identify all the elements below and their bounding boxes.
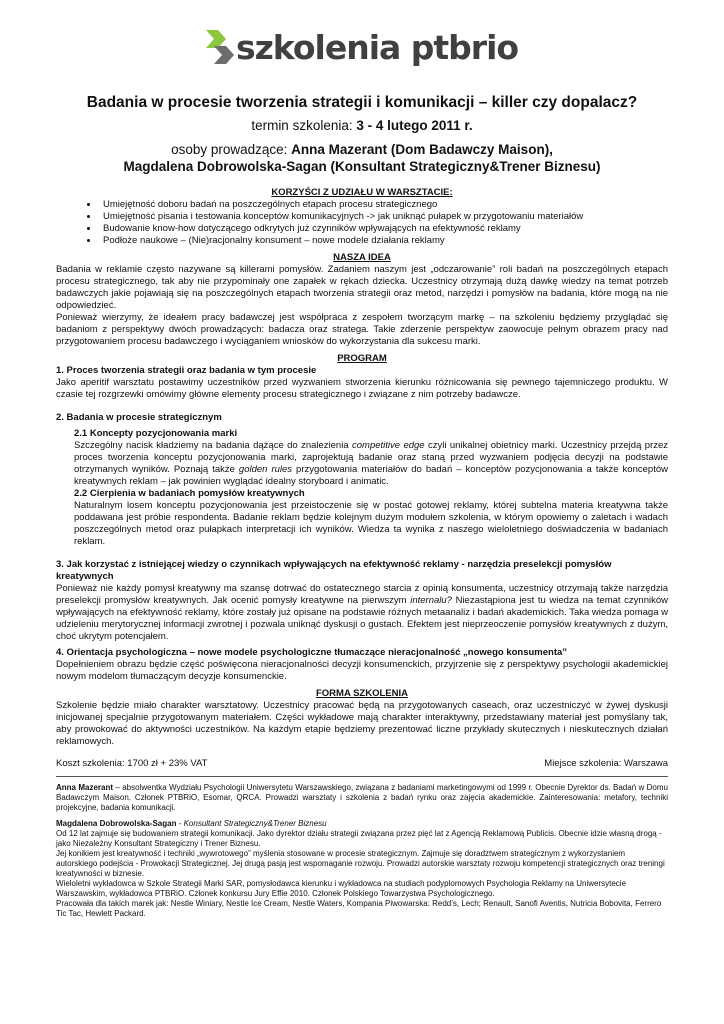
trainers	[56, 141, 668, 175]
idea-heading: NASZA IDEA	[333, 252, 391, 263]
term-value: 3 - 4 lutego 2011 r.	[356, 118, 473, 133]
bio-anna	[56, 783, 668, 813]
program-section-2-2-text: Naturalnym losem konceptu pozycjonowania jest przeistoczenie się w postać gotowej reklamy, której subtelna materia kreatywna także poddawana jest próbie respondenta. Badanie reklam będzie kolejnym dużym modułem szkolenia, w którym opowiemy o zaletach i wadach poszczególnych metod oraz pułapkach interpretacji ich wyników. Wiedza ta wynika z naszego wieloletniego doświadczenia w badaniach reklam.	[74, 500, 668, 547]
bio-role: - Konsultant Strategiczny&Trener Biznesu	[176, 819, 327, 828]
program-section-2-title: 2. Badania w procesie strategicznym	[56, 412, 222, 423]
list-item: • Budowanie know-how dotyczącego odkrytych już czynników wpływających na efektywność reklamy	[99, 223, 668, 235]
program-section-4-title: 4. Orientacja psychologiczna – nowe modele psychologiczne tłumaczące nieracjonalność „nowego konsumenta”	[56, 647, 568, 658]
location: Miejsce szkolenia: Warszawa	[544, 758, 668, 769]
emphasis: competitive edge	[352, 440, 425, 451]
program-section-4-text: Dopełnieniem obrazu będzie część poświęcona nieracjonalności decyzji konsumenckich, przyjrzenie się z perspektywy psychologii akademickiej nowym modelom tłumaczącym decyzje konsumenckie.	[56, 659, 668, 682]
program-heading: PROGRAM	[337, 353, 387, 364]
bio-line: Od 12 lat zajmuje się budowaniem strategii komunikacji. Jako dyrektor działu strategii związana przez pięć lat z Agencją Reklamową Publicis. Obecnie idzie własną drogą - jako Niezależny Konsultant Strategiczny i Trener Biznesu.	[56, 829, 662, 848]
price: Koszt szkolenia: 1700 zł + 23% VAT	[56, 758, 208, 769]
text-span: Szczególny nacisk kładziemy na badania dążące do znalezienia	[74, 440, 353, 451]
benefits-heading: KORZYŚCI Z UDZIAŁU W WARSZTACIE:	[271, 187, 453, 198]
text-span: Niezastąpiona jest tu wiedza na temat czynników wpływających na efektywność reklamy, które zostały już opisane na podstawie różnych metaanaliz i badań akademickich. Taka wiedza pomaga w udzieleniu merytorycznej informacji zwrotnej i pozwala uniknąć dyskusji o gustach. Efektem jest nieprzeoczenie pomysłów kreatywnych z dużym, choć ukrytym potencjałem.	[56, 595, 668, 642]
program-section-3-text	[56, 583, 668, 643]
text-span: Ponieważ nie każdy pomysł kreatywny ma szansę dotrwać do ostatecznego starcia z opinią konsumenta, uczestnicy otrzymają także narzędzia preselekcji promysłów kreatywnych. Jak ocenić pomysły kreatywne na pierwszym	[56, 583, 668, 606]
bio-line: Pracowała dla takich marek jak: Nestle Winiary, Nestle Ice Cream, Nestle Waters, Kompania Piwowarska: Redd’s, Lech; Renault, Sanofi Aventis, Nutricia Bobovita, Ferrero Tic Tac, Hewlett Packard.	[56, 899, 662, 918]
program-section-3-title: 3. Jak korzystać z istniejącej wiedzy o czynnikach wpływających na efektywność reklamy - narzędzia preselekcji pomysłów kreatywnych	[56, 559, 612, 582]
bio-magda-header	[56, 819, 668, 829]
logo	[56, 24, 668, 70]
idea-paragraph-2: Ponieważ wierzymy, że ideałem pracy badawczej jest współpraca z zespołem tworzącym markę – na szkoleniu będziemy przyglądać się badaniom z perspektywy dwóch prowadzących: badacza oraz stratega. Takie zderzenie perspektyw zaowocuje pełnym obrazem pracy nad przygotowaniem procesu badawczego i wyciąganiem wniosków do wykorzystania dla sukcesu marki.	[56, 312, 668, 347]
program-section-2-1-text	[74, 440, 668, 488]
text-span: przygotowania materiałów do badań – konceptów pozycjonowania a także konceptów kreatywnych reklam – jak powinien wyglądać idealny storyboard i animatic.	[74, 464, 668, 487]
bio-line: Wieloletni wykładowca w Szkole Strategii Marki SAR, pomysłodawca kierunku i wykładowca na studiach podyplomowych Psychologia Reklamy na Uniwersytecie Warszawskim, wykładowca PTBRiO. Członek konkursu Jury Effie 2010. Członek Polskiego Towarzystwa Psychologicznego.	[56, 879, 627, 898]
bio-text: – absolwentka Wydziału Psychologii Uniwersytetu Warszawskiego, związana z badaniami marketingowymi od 1999 r. Obecnie Dyrektor ds. Badań w Domu Badawczym Maison. Członek PTBRiO, Esomar, QRCA. Prowadzi warsztaty i szkolenia z badań rynku oraz zajęcia akademickie. Zainteresowania: metafory, techniki projekcyjne, badania komunikacji.	[56, 783, 668, 812]
leader-1: Anna Mazerant (Dom Badawczy Maison),	[291, 142, 553, 157]
program-section-2-body	[56, 428, 668, 548]
term-label: termin szkolenia:	[251, 118, 357, 133]
idea-paragraph-1: Badania w reklamie często nazywane są killerami pomysłów. Zadaniem naszym jest „odczarowanie” roli badań na poszczególnych etapach procesu strategicznego, tak aby nie przypominały one zapałek w rękach dziecka. Uczestnicy otrzymają dużą dawkę wiedzy na temat potrzeb badawczych jakie pojawiają się na poszczególnych etapach tworzenia strategii oraz metod, narzędzi i pomysłów na badania, które mogą na nie odpowiedzieć.	[56, 264, 668, 311]
costs-row	[56, 758, 668, 777]
logo-text: szkolenia ptbrio	[235, 27, 519, 67]
program-section-2-1-title: 2.1 Koncepty pozycjonowania marki	[74, 428, 238, 439]
page-title: Badania w procesie tworzenia strategii i komunikacji – killer czy dopalacz?	[86, 94, 638, 111]
program-section-1-title: 1. Proces tworzenia strategii oraz badania w tym procesie	[56, 365, 317, 376]
leader-2: Magdalena Dobrowolska-Sagan (Konsultant Strategiczny&Trener Biznesu)	[123, 159, 601, 174]
training-date	[56, 118, 668, 133]
list-item: • Umiejętność doboru badań na poszczególnych etapach procesu strategicznego	[99, 199, 668, 211]
list-item: • Umiejętność pisania i testowania konceptów komunikacyjnych -> jak uniknąć pułapek w przygotowaniu materiałów	[99, 211, 668, 223]
emphasis: internalu?	[410, 595, 452, 606]
leaders-label: osoby prowadzące:	[171, 142, 292, 157]
program-section-2-2-title: 2.2 Cierpienia w badaniach pomysłów kreatywnych	[74, 488, 305, 499]
bio-name: Magdalena Dobrowolska-Sagan	[56, 819, 177, 828]
bio-name: Anna Mazerant	[56, 783, 114, 792]
bio-line: Jej konikiem jest kreatywność i techniki „wywrotowego” myślenia stosowane w procesie strategicznym. Zajmuje się doradztwem strategicznym z wykorzystaniem autorskiego podejścia - Prowokacji Strategicznej. Jej drugą pasją jest wspomaganie rozwoju. Prowadzi autorskie warsztaty rozwoju kompetencji strategicznych oraz treningi kreatywności w biznesie.	[56, 849, 665, 878]
logo-arrows-icon	[206, 30, 234, 64]
emphasis: golden rules	[238, 464, 293, 475]
form-heading: FORMA SZKOLENIA	[315, 688, 408, 699]
form-text: Szkolenie będzie miało charakter warsztatowy. Uczestnicy pracować będą na przygotowanych caseach, oraz uczestniczyć w żywej dyskusji inicjowanej specjalnie przygotowanym materiałem. Części wykładowe mają charakter interaktywny, przedstawiany materiał jest pomyślany tak, aby prowokować do aktywności uczestników. Na każdym etapie będziemy prezentować liczne przykłady skutecznych i nieskutecznych działań reklamowych.	[56, 700, 668, 747]
text-span: czyli unikalnej obietnicy marki. Uczestnicy przejdą przez proces tworzenia konceptu pozycjonowania marki, zaprojektują badanie oraz staną przed wyzwaniem podjęcia decyzji na podstawie otrzymanych wyników. Poznają także	[74, 440, 668, 475]
list-item: • Podłoże naukowe – (Nie)racjonalny konsument – nowe modele działania reklamy	[99, 235, 668, 247]
program-section-1-text: Jako aperitif warsztatu postawimy uczestników przed wyzwaniem stworzenia kierunku różnicowania się pewnego tajemniczego produktu. W czasie tej rozgrzewki omówimy główne elementy procesu strategicznego i związane z nim potrzeby badawcze.	[56, 377, 668, 400]
benefits-list	[56, 199, 668, 247]
